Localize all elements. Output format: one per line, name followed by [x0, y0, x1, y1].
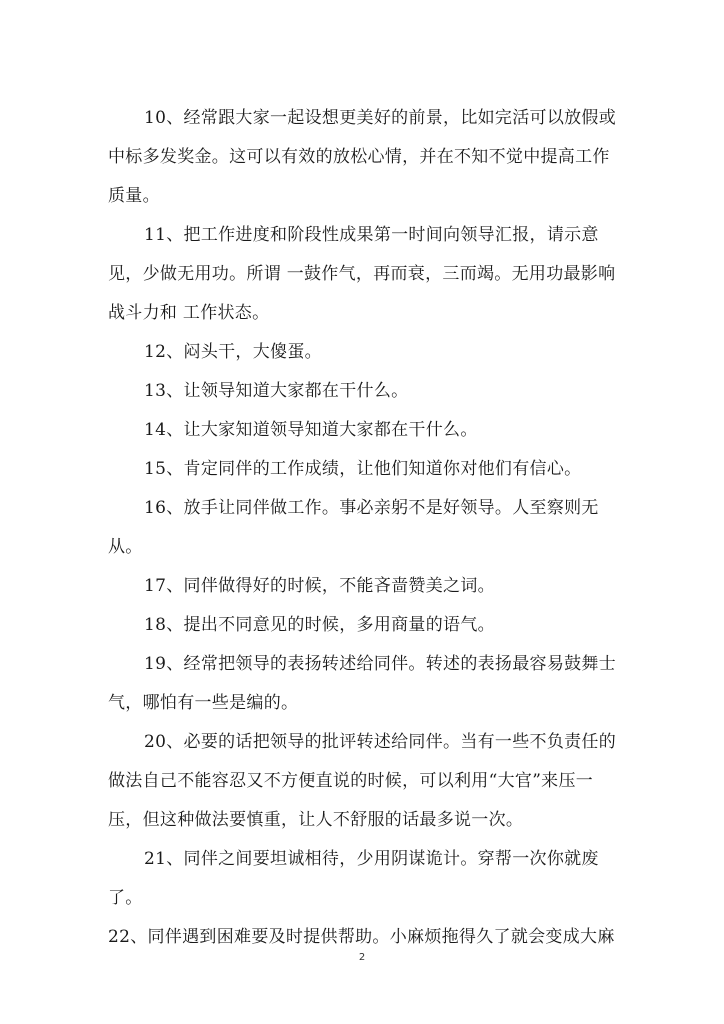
text-line: 见，少做无用功。所谓 一鼓作气，再而衰，三而竭。无用功最影响 [108, 264, 616, 284]
page-number: 2 [358, 952, 366, 963]
text-line: 战斗力和 工作状态。 [108, 303, 270, 323]
text-line: 从。 [108, 537, 143, 557]
text-line: 16、放手让同伴做工作。事必亲躬不是好领导。人至察则无 [144, 498, 599, 518]
text-line: 12、闷头干，大傻蛋。 [144, 342, 322, 362]
text-line: 14、让大家知道领导知道大家都在干什么。 [144, 420, 478, 440]
text-line: 了。 [108, 888, 143, 908]
text-line: 17、同伴做得好的时候，不能吝啬赞美之词。 [144, 576, 495, 596]
text-line: 中标多发奖金。这可以有效的放松心情，并在不知不觉中提高工作 [108, 147, 610, 167]
text-line: 15、肯定同伴的工作成绩，让他们知道你对他们有信心。 [144, 459, 582, 479]
text-line: 10、经常跟大家一起设想更美好的前景，比如完活可以放假或 [144, 108, 617, 128]
text-line: 19、经常把领导的表扬转述给同伴。转述的表扬最容易鼓舞士 [144, 654, 617, 674]
text-line: 做法自己不能容忍又不方便直说的时候，可以利用“大官”来压一 [108, 771, 594, 791]
text-line: 18、提出不同意见的时候，多用商量的语气。 [144, 615, 495, 635]
text-line: 21、同伴之间要坦诚相待，少用阴谋诡计。穿帮一次你就废 [144, 849, 599, 869]
text-line: 20、必要的话把领导的批评转述给同伴。当有一些不负责任的 [144, 732, 617, 752]
text-line: 13、让领导知道大家都在干什么。 [144, 381, 409, 401]
text-line: 质量。 [108, 186, 160, 206]
text-line: 压，但这种做法要慎重，让人不舒服的话最多说一次。 [108, 810, 524, 830]
text-line: 气，哪怕有一些是编的。 [108, 693, 299, 713]
text-line: 11、把工作进度和阶段性成果第一时间向领导汇报，请示意 [144, 225, 599, 245]
text-line: 22、同伴遇到困难要及时提供帮助。小麻烦拖得久了就会变成大麻 [108, 927, 615, 947]
